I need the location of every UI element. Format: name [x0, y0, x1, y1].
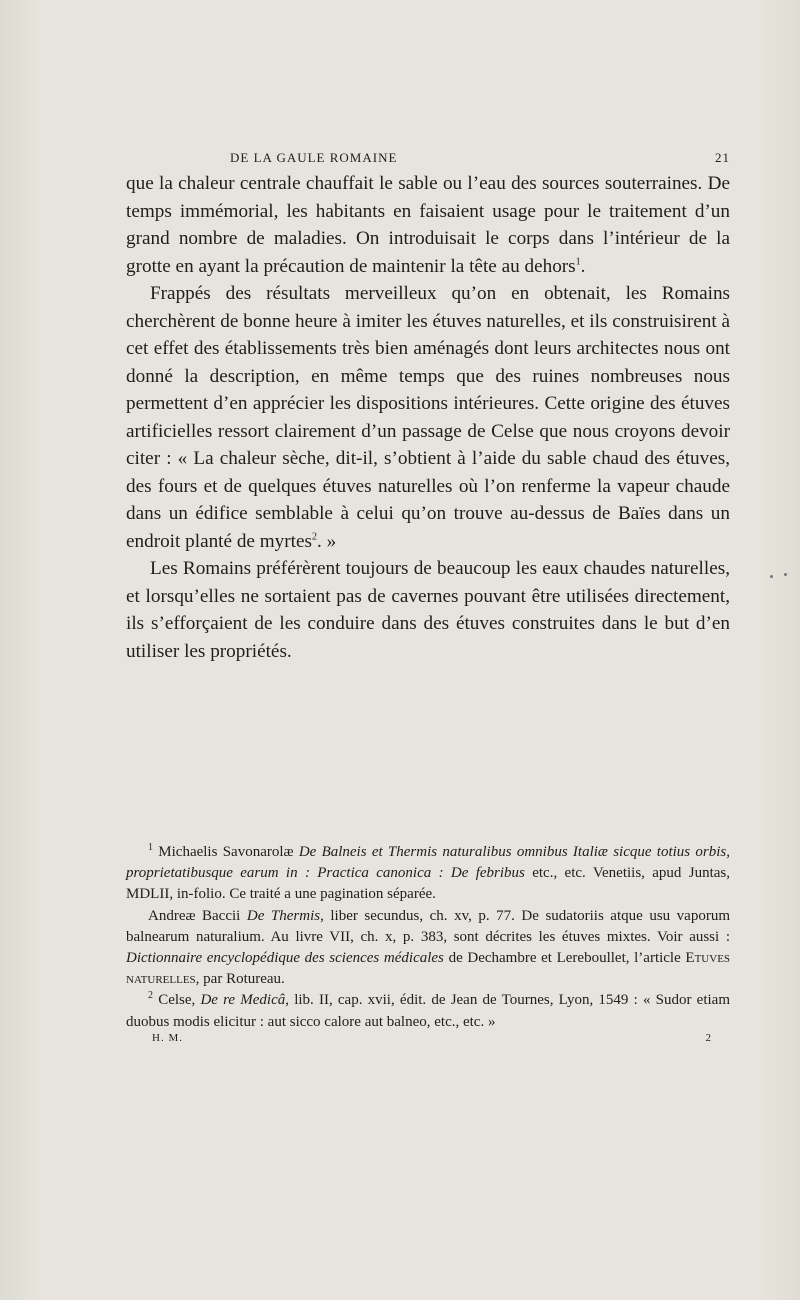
print-speck: [784, 573, 787, 576]
footnote-1-continued: Andreæ Baccii De Thermis, liber secundus, ch. xv, p. 77. De sudatoriis atque usu vaporum balnearum naturalium. Au livre VII, ch. x, p. 383, sont décrites les étuves mixtes. Voir aussi : Dictionnaire encyclopédique des sciences médicales de Dechambre et Lereboullet, l’article Etuves naturelles, par Rotureau.: [126, 907, 731, 988]
footnote-2: $^2$ Celse, De re Medicâ, lib. II, cap. xvii, édit. de Jean de Tournes, Lyon, 1549 : « Sudor etiam duobus modis elicitur : aut sicco calore aut balneo, etc., etc. »: [126, 990, 730, 1030]
page-number: 21: [715, 150, 730, 165]
signature-number: 2: [705, 1032, 712, 1044]
footnote-1: $^1$ Michaelis Savonarolæ De Balneis et Thermis naturalibus omnibus Italiæ sicque totius orbis, proprietatibusque earum in : Practica canonica : De febribus etc., etc. Venetiis, apud Juntas, MDLII, in-folio. Ce traité a une pagination séparée.: [126, 842, 731, 903]
running-title: DE LA GAULE ROMAINE: [230, 150, 398, 165]
footnotes: [126, 842, 730, 1033]
print-speck: [770, 575, 773, 578]
footnote-ref-1: 1: [575, 256, 581, 268]
footnote-ref-2: 2: [311, 531, 317, 543]
signature-mark: H. M.: [152, 1032, 183, 1044]
paragraph-2: Frappés des résultats merveilleux qu’on en obtenait, les Romains cherchèrent de bonne heure à imiter les étuves naturelles, et ils construisirent à cet effet des établissements très bien aménagés dont leurs architectes nous ont donné la description, en même temps que des ruines nombreuses nous permettent d’en apprécier les dispositions intérieures. Cette origine des étuves artificielles ressort clairement d’un passage de Celse que nous croyons devoir citer : « La chaleur sèche, dit-il, s’obtient à l’aide du sable chaud des étuves, des fours et de quelques étuves naturelles où l’on renferme la vapeur chaude dans un édifice semblable à celui qu’on trouve au-dessus de Baïes dans un endroit planté de myrtes$^2$. »: [126, 283, 730, 552]
body-text: [126, 170, 730, 665]
paragraph-1: que la chaleur centrale chauffait le sable ou l’eau des sources souterraines. De temps immémorial, les habitants en faisaient usage pour le traitement d’un grand nombre de maladies. On introduisait le corps dans l’intérieur de la grotte en ayant la précaution de maintenir la tête au dehors$^1$.: [126, 173, 730, 277]
paragraph-3: Les Romains préférèrent toujours de beaucoup les eaux chaudes naturelles, et lorsqu’elles ne sortaient pas de cavernes pouvant être utilisées directement, ils s’efforçaient de les conduire dans des étuves construites dans le but d’en utiliser les propriétés.: [126, 558, 730, 662]
